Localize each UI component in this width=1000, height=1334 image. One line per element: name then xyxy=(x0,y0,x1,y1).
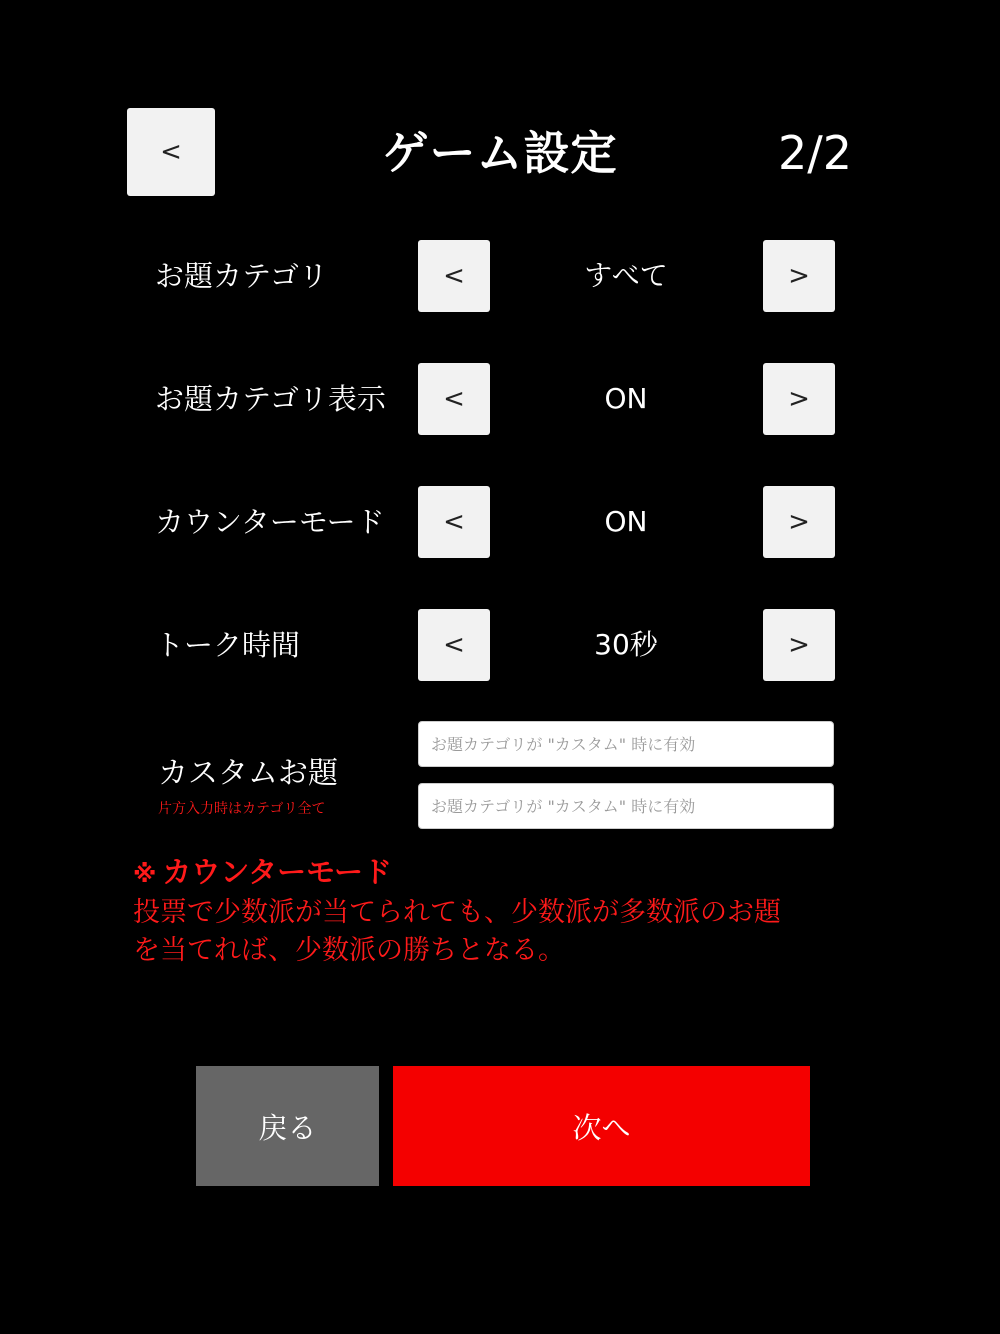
category-display-value: ON xyxy=(604,382,648,415)
counter-mode-prev-button[interactable]: < xyxy=(418,486,490,558)
category-display-next-button[interactable]: > xyxy=(763,363,835,435)
counter-mode-next-button[interactable]: > xyxy=(763,486,835,558)
counter-mode-label: カウンターモード xyxy=(155,505,385,539)
note-title xyxy=(133,852,733,892)
category-display-label: お題カテゴリ表示 xyxy=(155,382,386,416)
note-line-1: 投票で少数派が当てられても、少数派が多数派のお題 xyxy=(133,897,781,928)
talk-time-value: 30秒 xyxy=(594,628,658,661)
topic-category-label: お題カテゴリ xyxy=(155,259,328,293)
page-title: ゲーム設定 xyxy=(382,126,618,180)
topic-category-prev-button[interactable]: < xyxy=(418,240,490,312)
category-display-prev-button[interactable]: < xyxy=(418,363,490,435)
custom-topic-note: 片方入力時はカテゴリ全て xyxy=(158,801,326,817)
custom-topic-input-2[interactable] xyxy=(418,783,834,829)
talk-time-label: トーク時間 xyxy=(155,628,301,662)
topic-category-next-button[interactable]: > xyxy=(763,240,835,312)
next-button[interactable]: 次へ xyxy=(393,1066,810,1186)
custom-topic-label: カスタムお題 xyxy=(158,756,338,791)
note-body xyxy=(133,894,893,970)
note-line-2: を当てれば、少数派の勝ちとなる。 xyxy=(133,935,565,966)
note-mark: ※ xyxy=(133,860,157,888)
topic-category-value: すべて xyxy=(584,259,668,292)
talk-time-next-button[interactable]: > xyxy=(763,609,835,681)
back-footer-button[interactable]: 戻る xyxy=(196,1066,379,1186)
back-button[interactable]: < xyxy=(127,108,215,196)
custom-topic-input-1[interactable] xyxy=(418,721,834,767)
page-counter: 2/2 xyxy=(777,126,853,180)
talk-time-prev-button[interactable]: < xyxy=(418,609,490,681)
counter-mode-value: ON xyxy=(604,505,648,538)
note-title-text: カウンターモード xyxy=(162,855,393,889)
